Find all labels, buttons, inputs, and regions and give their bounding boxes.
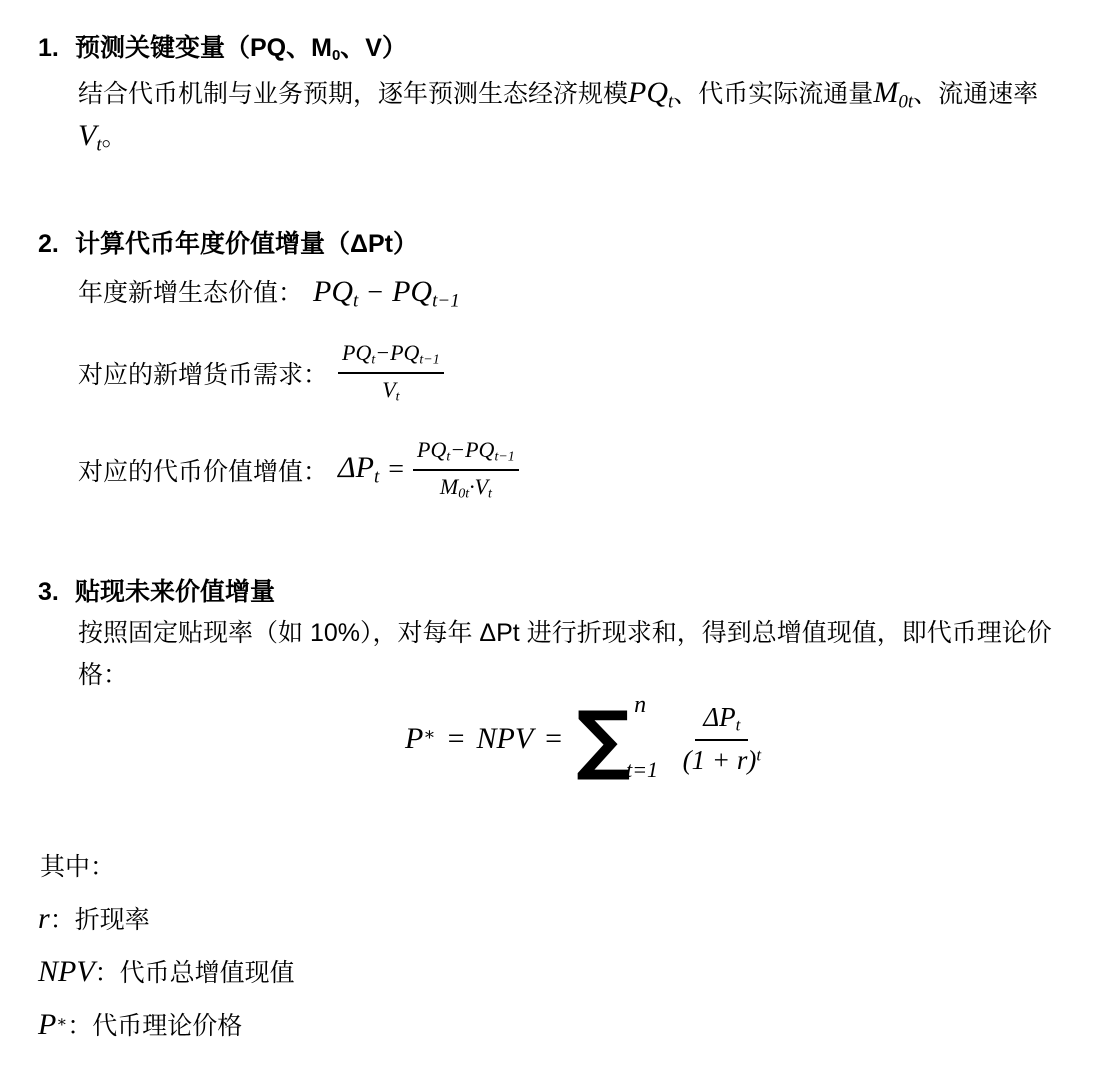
definition-r <box>38 903 150 937</box>
list-item-1-heading <box>38 33 407 71</box>
value-increment-line <box>78 437 519 502</box>
math-delta-p-t: $\Delta P_t$ <box>338 451 380 488</box>
fraction-money-demand <box>338 340 444 405</box>
math-pq-diff: $PQ_t - PQ_{t-1}$ <box>313 275 460 312</box>
fraction-denominator: $M_{0t}\cdot V_t$ <box>439 474 492 502</box>
fraction-discounted-term <box>683 702 761 776</box>
list-item-2-heading <box>38 229 418 259</box>
paragraph-line-1: 按照固定贴现率（如 10%），对每年 ΔPt 进行折现求和，得到总增值现值，即代币理论价 <box>78 619 1052 647</box>
sigma-symbol: ∑ <box>576 694 631 783</box>
definition-text: ：代币总增值现值 <box>94 959 295 987</box>
symbol-p-star: P∗ <box>38 1008 68 1041</box>
body-text: 、流通速率 <box>913 80 1039 108</box>
definition-npv <box>38 956 295 990</box>
where-label: 其中： <box>40 853 116 881</box>
fraction-numerator: $PQ_t-PQ_{t-1}$ <box>338 340 444 374</box>
m0-subscript: 0 <box>331 46 341 64</box>
heading-1-text: 预测关键变量（PQ、$M_0$、V） <box>75 34 407 64</box>
annual-value-line <box>78 272 460 315</box>
fraction-numerator: $PQ_t-PQ_{t-1}$ <box>413 437 519 471</box>
body-line-1 <box>78 73 1038 116</box>
fraction-value-increment <box>413 437 519 502</box>
list-number-1: 1. <box>38 34 59 62</box>
list-number-3: 3. <box>38 578 59 606</box>
symbol-npv: NPV <box>38 955 95 988</box>
math-v-t: $V_t$ <box>78 119 102 156</box>
fraction-denominator: $V_t$ <box>382 377 400 405</box>
summation-lower-limit: t=1 <box>626 757 659 782</box>
annual-value-label: 年度新增生态价值： <box>78 279 304 307</box>
summation-upper-limit: n <box>634 692 647 718</box>
math-npv: NPV <box>476 722 534 755</box>
fraction-denominator: $(1 + r)^t$ <box>682 744 762 775</box>
body-text: 、代币实际流通量 <box>673 80 874 108</box>
money-demand-label: 对应的新增货币需求： <box>78 361 329 389</box>
money-demand-line <box>78 340 444 405</box>
paragraph-line-2: 格： <box>78 661 129 689</box>
body-text: 。 <box>101 123 127 151</box>
equals-sign: = <box>388 454 405 485</box>
list-item-3-body <box>78 612 1052 696</box>
equals-sign: = <box>545 722 563 755</box>
heading-2-text: 计算代币年度价值增量（ΔPt） <box>75 230 418 258</box>
list-item-1-body <box>78 73 1038 159</box>
list-item-3-heading <box>38 577 275 607</box>
value-increment-label: 对应的代币价值增值： <box>78 458 329 486</box>
equals-sign: = <box>447 722 465 755</box>
definition-text: ：折现率 <box>49 906 150 934</box>
body-text: 结合代币机制与业务预期，逐年预测生态经济规模 <box>78 80 629 108</box>
fraction-numerator: $\Delta P_t$ <box>695 702 748 741</box>
summation <box>576 692 683 783</box>
list-number-2: 2. <box>38 230 59 258</box>
math-m-0t: $M_{0t}$ <box>873 76 914 113</box>
npv-formula <box>405 694 761 784</box>
definition-text: ：代币理论价格 <box>67 1012 243 1040</box>
body-line-2 <box>78 116 1038 159</box>
definition-p-star <box>38 1009 242 1043</box>
symbol-r: r <box>38 902 50 935</box>
math-pq-t: $PQ_t$ <box>628 76 674 113</box>
heading-3-text: 贴现未来价值增量 <box>75 578 276 606</box>
math-p-star: P∗ <box>405 722 436 755</box>
